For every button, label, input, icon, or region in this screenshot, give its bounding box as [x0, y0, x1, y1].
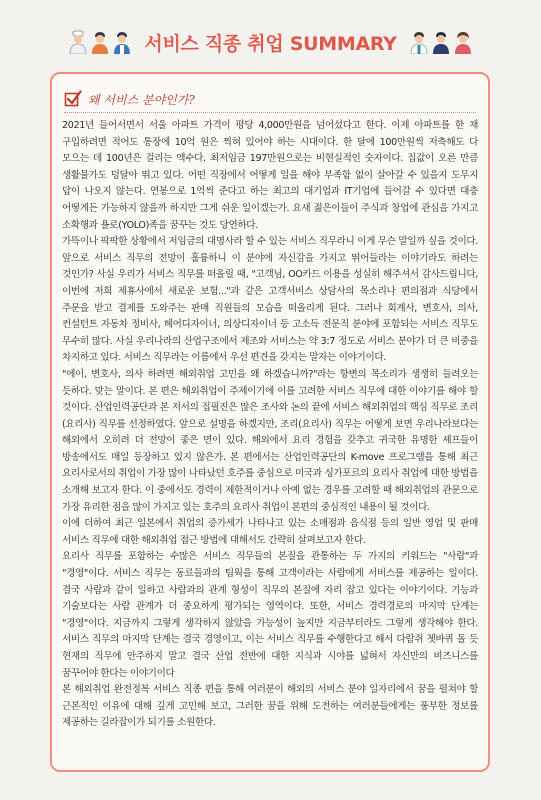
paragraph: 가뜩이나 팍팍한 상황에서 저임금의 대명사라 할 수 있는 서비스 직무라니 이게 무슨 말일까 싶을 것이다. 앞으로 서비스 직무의 전망이 훌륭하니 이 분야에 자신감을 가지고 뛰어들라는 이야기라도 하려는 것인가? 사실 우리가 서비스 직무를 떠올릴 때, "고객님, OO카드 이용을 성실히 해주셔서 감사드립니다, 이번에 저희 제휴사에서 새로운 보험..."과 같은 고객서비스 상담사의 목소리나 편의점과 식당에서 주문을 받고 결제를 도와주는 판매 직원들의 모습을 떠올리게 된다. 그러나 회계사, 변호사, 의사, 컨설턴트 자동차 정비사, 헤어디자이너, 의상디자이너 등 고소득 전문직 분야에 포함되는 서비스 직무도 무수히 많다. 사실 우리나라의 산업구조에서 제조와 서비스는 약 3:7 정도로 서비스 분야가 더 큰 비중을 차지하고 있다. 서비스 직무라는 이름에서 우선 편견을 갖지는 말자는 이야기이다. [62, 236, 478, 364]
body-text [62, 118, 478, 732]
page-header [0, 24, 541, 60]
section-header [64, 88, 195, 110]
summary-card [50, 72, 490, 772]
server-figure-icon [90, 30, 110, 54]
checkbox-icon [64, 90, 82, 108]
barista-figure-icon [112, 30, 132, 54]
left-figure-group [68, 30, 132, 54]
mechanic-figure-icon [431, 30, 451, 54]
doctor-figure-icon [409, 30, 429, 54]
right-figure-group [409, 30, 473, 54]
chef-figure-icon [68, 30, 88, 54]
paragraph: 요리사 직무를 포함하는 수많은 서비스 직무들의 본질을 관통하는 두 가지의 키워드는 "사람"과 "경영"이다. 서비스 직무는 동료들과의 팀웍을 통해 고객이라는 사람에게 서비스를 제공하는 일이다. 결국 사람과 같이 일하고 사람과의 관계 형성이 직무의 본질에 자리 잡고 있다는 이야기이다. 기능과 기술보다는 사람 관계가 더 중요하게 평가되는 영역이다. 또한, 서비스 경력경로의 마지막 단계는 "경영"이다. 지금까지 그렇게 생각하지 않았을 가능성이 높지만 지금부터라도 그렇게 생각해야 한다. 서비스 직무의 마지막 단계는 결국 경영이고, 이는 서비스 직무를 수행한다고 해서 다람쥐 쳇바퀴 돌 듯 현재의 직무에 안주하지 말고 결국 산업 전반에 대한 지식과 시야를 넓혀서 자신만의 비즈니스를 꿈꾸어야 한다는 이야기이다 [62, 551, 478, 679]
section-title: 왜 서비스 분야인가? [88, 92, 195, 107]
paragraph: 2021년 들어서면서 서울 아파트 가격이 평당 4,000만원을 넘어섰다고 한다. 이제 아파트를 한 채 구입하려면 적어도 통장에 10억 원은 찍혀 있어야 하는 시대이다. 한 달에 100만원씩 저축해도 다 모으는 데 100년은 걸리는 액수다. 최저임금 197만원으로는 비현실적인 숫자이다. 집값이 오른 만큼 생활물가도 덩달아 뛰고 있다. 어떤 직장에서 어떻게 일을 해야 부족함 없이 살아갈 수 있을지 도무지 답이 나오지 않는다. 연봉으로 1억씩 준다고 하는 최고의 대기업과 IT기업에 들어갈 수 있다면 대충 어떻게든 가능하지 않을까 하지만 그게 쉬운 일이겠는가. 요새 젊은이들이 주식과 창업에 관심을 가지고 소확행과 욜로(YOLO)족을 꿈꾸는 것도 당연하다. [62, 120, 478, 231]
paragraph: 본 해외취업 완전정복 서비스 직종 편을 통해 여러분이 해외의 서비스 분야 일자리에서 꿈을 펼쳐야 할 근본적인 이유에 대해 깊게 고민해 보고, 그러한 꿈을 위해 도전하는 여러분들에게는 풍부한 정보를 제공하는 길라잡이가 되기를 소원한다. [62, 684, 478, 729]
paragraph: "에이, 변호사, 의사 하려면 해외취업 고민을 왜 하겠습니까?"라는 항변의 목소리가 생생히 들려오는 듯하다. 맞는 말이다. 본 편은 해외취업이 주제이기에 이를 고려한 서비스 직무에 대한 이야기를 해야 할 것이다. 산업인력공단과 본 저서의 집필진은 많은 조사와 논의 끝에 서비스 해외취업의 핵심 직무로 조리(요리사) 직무를 선정하였다. 앞으로 설명을 하겠지만, 조리(요리사) 직무는 어떻게 보면 우리나라보다는 해외에서 오히려 더 전망이 좋은 면이 있다. 해외에서 요리 경험을 갖추고 귀국한 유명한 셰프들이 방송에서도 매일 등장하고 있지 않은가. 본 편에서는 산업인력공단의 K-move 프로그램을 통해 최근 요리사로서의 취업이 가장 많이 나타났던 호주를 중심으로 미국과 싱가포르의 요리사 취업에 대한 방법을 소개해 보고자 한다. 이 중에서도 경력이 제한적이거나 아예 없는 경우를 고려할 때 해외취업의 관문으로 가장 유리한 점을 많이 가지고 있는 호주의 요리사 취업이 본편의 중심적인 내용이 될 것이다. [62, 368, 478, 513]
page-title: 서비스 직종 취업 SUMMARY [144, 32, 397, 55]
section-divider [64, 112, 476, 113]
paragraph: 이에 더하여 최근 일본에서 취업의 증가세가 나타나고 있는 소매점과 음식점 등의 일반 영업 및 판매 서비스 직무에 대한 해외취업 접근 방법에 대해서도 간략히 살펴보고자 한다. [62, 518, 478, 546]
hairdresser-figure-icon [453, 30, 473, 54]
